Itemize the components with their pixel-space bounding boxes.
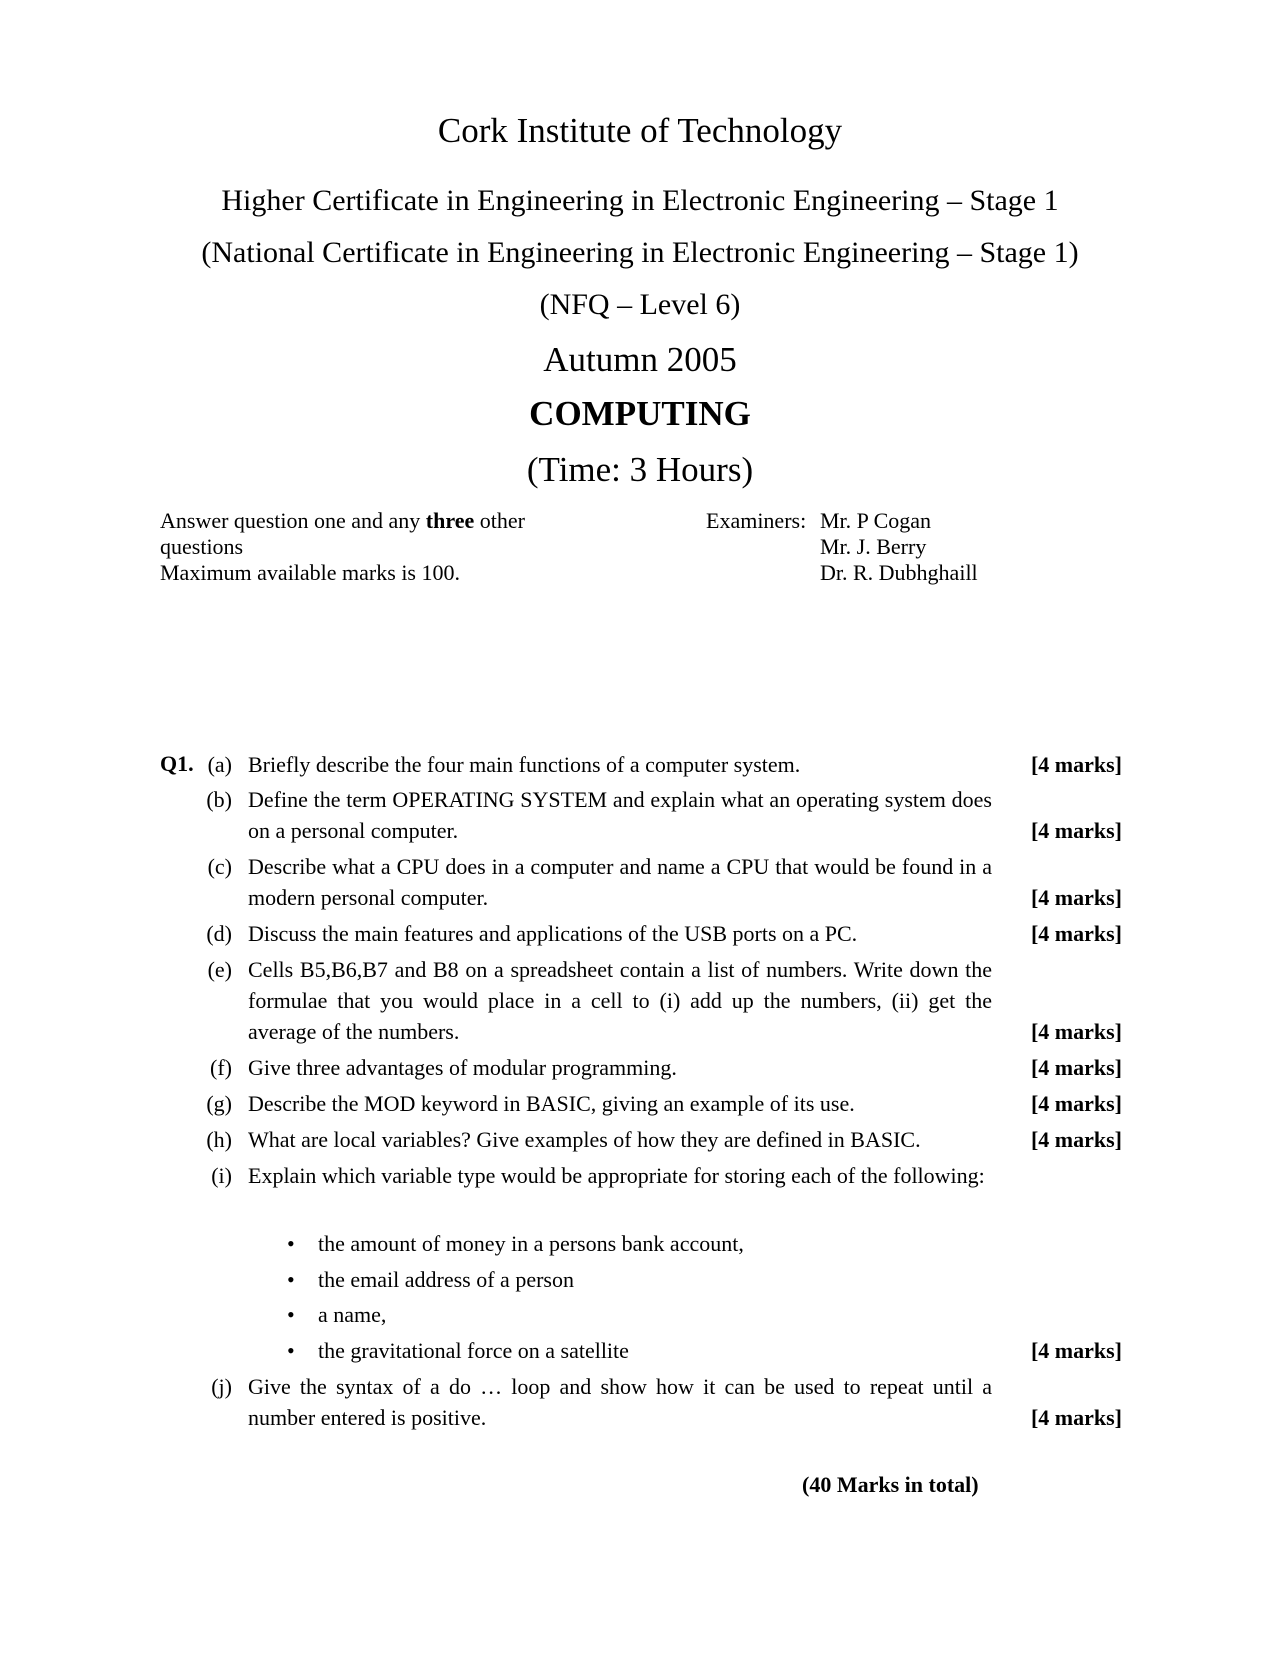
- exam-session: Autumn 2005: [543, 340, 737, 379]
- programme-title: Higher Certificate in Engineering in Electronic Engineering – Stage 1: [221, 184, 1059, 217]
- bullet-icon: •: [287, 1338, 295, 1363]
- total-marks: (40 Marks in total): [802, 1472, 979, 1497]
- part-letter: (j): [211, 1374, 232, 1399]
- examiner-name: Mr. J. Berry: [820, 534, 927, 559]
- bullet-text: the amount of money in a persons bank account,: [318, 1231, 744, 1256]
- exam-duration: (Time: 3 Hours): [526, 450, 754, 489]
- part-letter: (b): [206, 787, 232, 812]
- bullet-text: the email address of a person: [318, 1267, 574, 1292]
- bullet-text: the gravitational force on a satellite: [318, 1338, 629, 1363]
- examiner-name: Mr. P Cogan: [820, 508, 932, 533]
- part-text: Cells B5,B6,B7 and B8 on a spreadsheet contain a list of numbers. Write down the formulae that you would place in a cell to (i) add up the numbers, (ii) get the average of the numbers.: [248, 957, 992, 1044]
- part-letter: (i): [211, 1163, 232, 1188]
- part-letter: (f): [210, 1055, 232, 1080]
- part-marks: [4 marks]: [1030, 885, 1122, 910]
- bullet-text: a name,: [318, 1302, 387, 1327]
- part-marks: [4 marks]: [1030, 818, 1122, 843]
- part-marks: [4 marks]: [1030, 1019, 1122, 1044]
- bullet-icon: •: [287, 1302, 295, 1327]
- part-marks: [4 marks]: [1030, 1091, 1122, 1116]
- part-letter: (e): [207, 957, 232, 982]
- part-marks: [4 marks]: [1030, 752, 1122, 777]
- part-marks: [4 marks]: [1030, 1338, 1122, 1363]
- part-marks: [4 marks]: [1030, 1127, 1122, 1152]
- nfq-level: (NFQ – Level 6): [539, 288, 741, 321]
- bullet-icon: •: [287, 1267, 295, 1292]
- institution-title: Cork Institute of Technology: [437, 111, 843, 150]
- part-text: Explain which variable type would be appropriate for storing each of the following:: [248, 1163, 985, 1188]
- examiners-label: Examiners:: [706, 508, 807, 533]
- part-text: Define the term OPERATING SYSTEM and explain what an operating system does on a personal computer.: [248, 787, 992, 843]
- part-text: Give three advantages of modular programming.: [248, 1055, 677, 1080]
- part-letter: (a): [207, 752, 232, 777]
- part-text: Describe what a CPU does in a computer and name a CPU that would be found in a modern personal computer.: [248, 854, 992, 910]
- part-text: Discuss the main features and applications of the USB ports on a PC.: [248, 921, 858, 946]
- part-marks: [4 marks]: [1030, 1055, 1122, 1080]
- part-text: Briefly describe the four main functions of a computer system.: [248, 752, 801, 777]
- part-marks: [4 marks]: [1030, 1405, 1122, 1430]
- part-marks: [4 marks]: [1030, 921, 1122, 946]
- subject-title: COMPUTING: [529, 394, 751, 433]
- question-label: Q1.: [160, 751, 194, 776]
- part-letter: (c): [207, 854, 232, 879]
- bullet-icon: •: [287, 1231, 295, 1256]
- part-text: Describe the MOD keyword in BASIC, giving an example of its use.: [248, 1091, 855, 1116]
- part-text: What are local variables? Give examples of how they are defined in BASIC.: [248, 1127, 921, 1152]
- instructions-line-1: Answer question one and any three other questions: [160, 508, 525, 559]
- programme-alt-title: (National Certificate in Engineering in Electronic Engineering – Stage 1): [201, 236, 1079, 269]
- examiner-name: Dr. R. Dubhghaill: [820, 560, 978, 585]
- instructions-line-2: Maximum available marks is 100.: [160, 560, 460, 585]
- part-text: Give the syntax of a do … loop and show how it can be used to repeat until a number entered is positive.: [248, 1374, 992, 1430]
- part-letter: (d): [206, 921, 232, 946]
- part-letter: (h): [206, 1127, 232, 1152]
- part-letter: (g): [206, 1091, 232, 1116]
